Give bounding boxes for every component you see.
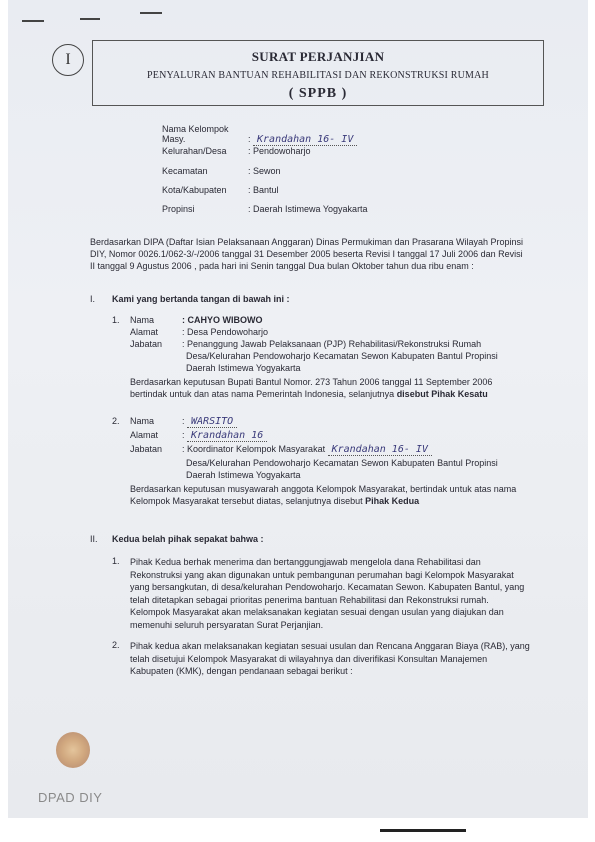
field-label: Propinsi <box>162 204 195 214</box>
item-line: yang bersangkutan, di desa/kelurahan Pendowoharjo. Kecamatan Sewon. Kabupaten Bantul, yang <box>130 582 525 592</box>
field-label: Kota/Kabupaten <box>162 185 227 195</box>
item-line: memenuhi seluruh persyaratan Surat Perjanjian. <box>130 619 324 630</box>
basis-text: bertindak untuk dan atas nama Pemerintah Indonesia, selanjutnya <box>130 389 397 399</box>
item-number: 1. <box>112 556 120 566</box>
field-kelurahan <box>162 146 311 156</box>
intro-line: Berdasarkan DIPA (Daftar Isian Pelaksanaan Anggaran) Dinas Permukiman dan Prasarana Wilayah Propinsi <box>90 237 524 247</box>
field-kabupaten <box>162 185 279 195</box>
field-value: : Daerah Istimewa Yogyakarta <box>248 204 368 214</box>
basis-bold: disebut Pihak Kesatu <box>396 389 488 399</box>
item-line: Pihak kedua akan melaksanakan kegiatan sesuai usulan dan Rencana Anggaran Biaya (RAB), yang <box>130 641 530 651</box>
alamat-label: Alamat <box>130 327 159 337</box>
field-kecamatan <box>162 166 281 176</box>
party2-alamat: Alamat : Krandahan 16 <box>130 430 267 441</box>
party2-nama: Nama : WARSITO <box>130 416 237 427</box>
section-number: II. <box>90 534 98 544</box>
jabatan-line: Desa/Kelurahan Pendowoharjo Kecamatan Sewon Kabupaten Bantul Propinsi <box>186 351 498 361</box>
item-line: Pihak Kedua berhak menerima dan bertanggungjawab mengelola dana Rehabilitasi dan <box>130 557 481 567</box>
handwritten-value: Krandahan 16- IV <box>328 444 432 456</box>
pen-mark <box>80 18 100 20</box>
alamat-value: : Desa Pendowoharjo <box>182 327 269 337</box>
handwritten-value: Krandahan 16 <box>187 430 267 442</box>
title-box <box>92 40 544 106</box>
jabatan-line: Daerah Istimewa Yogyakarta <box>186 363 301 373</box>
watermark: DPAD DIY <box>38 790 103 805</box>
item-line: Kelompok Masyarakat akan melaksanakan kegiatan sesuai dengan usulan yang diajukan dan <box>130 607 504 617</box>
section-heading: Kami yang bertanda tangan di bawah ini : <box>112 294 290 304</box>
jabatan-line: Daerah Istimewa Yogyakarta <box>186 470 301 480</box>
document-code: ( SPPB ) <box>288 86 348 101</box>
handwritten-value: Krandahan 16- IV <box>253 134 357 146</box>
party2-basis-line <box>130 496 419 507</box>
pen-mark <box>140 12 162 14</box>
nama-label: Nama <box>130 315 155 325</box>
scan-mark <box>380 829 466 832</box>
jabatan-label: Jabatan <box>130 444 163 454</box>
item-paragraph <box>130 640 578 678</box>
section-number: I. <box>90 294 96 304</box>
intro-paragraph <box>90 236 576 272</box>
field-label: Nama Kelompok Masy. <box>162 124 229 144</box>
field-label: Kecamatan <box>162 166 208 176</box>
jabatan-label: Jabatan <box>130 339 163 349</box>
document-subtitle: PENYALURAN BANTUAN REHABILITASI DAN REKONSTRUKSI RUMAH <box>147 70 489 81</box>
field-value: : Sewon <box>248 166 281 176</box>
item-line: Kabupaten (KMK), dengan pendanaan sebagai berikut : <box>130 666 353 676</box>
document-page <box>8 0 588 818</box>
field-propinsi <box>162 204 368 214</box>
field-value: : Pendowoharjo <box>248 146 311 156</box>
party1-basis-line <box>130 389 488 400</box>
intro-line: DIY, Nomor 0026.1/062-3/-/2006 tanggal 31 Desember 2005 beserta Revisi I tanggal 17 Juli 2006 dan Revisi <box>90 249 523 259</box>
jabatan-line: : Koordinator Kelompok Masyarakat <box>182 444 326 454</box>
item-line: telah ditetapkan sebagai prioritas penerima bantuan Rehabilitasi dan Rekonstruksi rumah. <box>130 594 489 605</box>
party-number: 2. <box>112 416 120 426</box>
nama-label: Nama <box>130 416 155 426</box>
party2-jabatan <box>130 444 432 455</box>
item-line: telah disetujui Kelompok Masyarakat di wilayahnya dan diverifikasi Konsultan Manajemen <box>130 653 488 664</box>
item-line: Rekonstruksi yang akan digunakan untuk pembangunan perumahan bagi Kelompok Masyarakat <box>130 569 514 580</box>
handwritten-value: WARSITO <box>187 416 237 428</box>
party1-jabatan <box>130 339 481 350</box>
basis-text: Kelompok Masyarakat tersebut diatas, selanjutnya disebut <box>130 496 366 506</box>
jabatan-line: Desa/Kelurahan Pendowoharjo Kecamatan Sewon Kabupaten Bantul Propinsi <box>186 458 498 468</box>
party2-basis-line: Berdasarkan keputusan musyawarah anggota Kelompok Masyarakat, bertindak untuk atas nama <box>130 484 517 494</box>
field-label: Kelurahan/Desa <box>162 146 227 156</box>
intro-line: II tanggal 9 Agustus 2006 , pada hari ini Senin tanggal Dua bulan Oktober tahun dua ribu enam : <box>90 261 474 271</box>
emblem-logo <box>56 732 90 768</box>
party1-alamat <box>130 327 268 338</box>
document-title: SURAT PERJANJIAN <box>251 49 385 64</box>
party-number: 1. <box>112 315 120 325</box>
pen-mark <box>22 20 44 22</box>
nama-value: : CAHYO WIBOWO <box>182 315 263 325</box>
item-number: 2. <box>112 640 120 650</box>
party1-nama <box>130 315 263 326</box>
basis-bold: Pihak Kedua <box>365 496 420 506</box>
field-kelompok: Nama Kelompok Masy. : Krandahan 16- IV <box>162 124 357 145</box>
item-paragraph <box>130 556 578 631</box>
section-heading: Kedua belah pihak sepakat bahwa : <box>112 534 264 544</box>
alamat-label: Alamat <box>130 430 159 440</box>
jabatan-line: : Penanggung Jawab Pelaksanaan (PJP) Rehabilitasi/Rekonstruksi Rumah <box>182 339 482 349</box>
party1-basis-line: Berdasarkan keputusan Bupati Bantul Nomor. 273 Tahun 2006 tanggal 11 September 2006 <box>130 377 493 387</box>
document-number-circle: I <box>52 44 84 76</box>
field-value: : Bantul <box>248 185 279 195</box>
